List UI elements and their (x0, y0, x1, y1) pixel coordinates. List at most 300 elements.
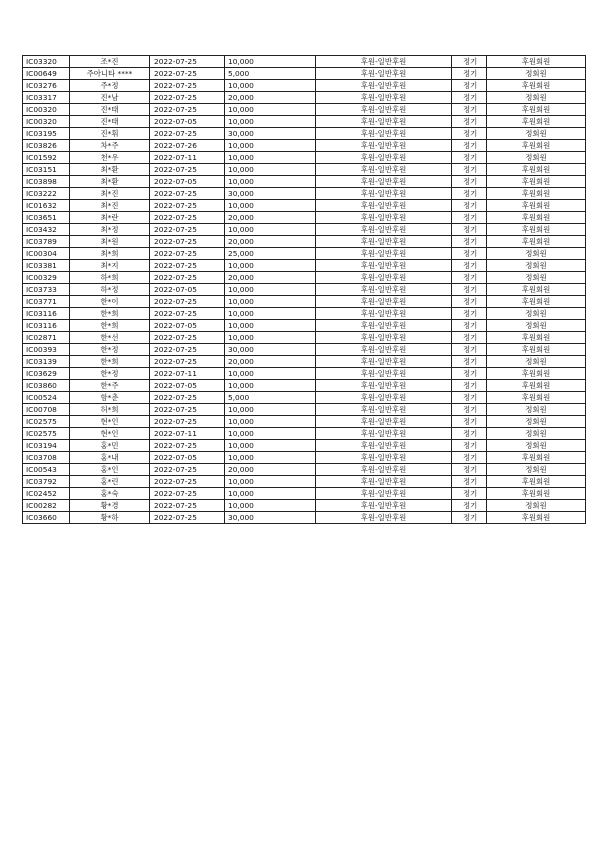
amount-cell: 10,000 (225, 308, 316, 320)
member-type-cell: 후원회원 (487, 212, 586, 224)
donation-date-cell: 2022-07-25 (150, 356, 225, 368)
member-id-cell: IC03381 (23, 260, 70, 272)
payment-cycle-cell: 정기 (452, 116, 487, 128)
table-row (23, 212, 586, 224)
donor-name-cell: 주*정 (70, 80, 150, 92)
member-id-cell: IC03222 (23, 188, 70, 200)
donation-type-cell: 후원-일반후원 (316, 416, 452, 428)
member-type-cell: 정회원 (487, 260, 586, 272)
member-id-cell: IC00524 (23, 392, 70, 404)
donation-date-cell: 2022-07-05 (150, 380, 225, 392)
donation-date-cell: 2022-07-25 (150, 500, 225, 512)
member-type-cell: 정회원 (487, 272, 586, 284)
donor-name-cell: 최*환 (70, 164, 150, 176)
donor-name-cell: 최*환 (70, 176, 150, 188)
donation-type-cell: 후원-일반후원 (316, 200, 452, 212)
donor-name-cell: 최*원 (70, 236, 150, 248)
donation-type-cell: 후원-일반후원 (316, 164, 452, 176)
member-type-cell: 후원회원 (487, 284, 586, 296)
amount-cell: 10,000 (225, 428, 316, 440)
donor-name-cell: 하*희 (70, 272, 150, 284)
donation-type-cell: 후원-일반후원 (316, 260, 452, 272)
donation-date-cell: 2022-07-25 (150, 164, 225, 176)
amount-cell: 10,000 (225, 284, 316, 296)
member-id-cell: IC01592 (23, 152, 70, 164)
member-id-cell: IC03139 (23, 356, 70, 368)
member-id-cell: IC03708 (23, 452, 70, 464)
amount-cell: 30,000 (225, 128, 316, 140)
member-type-cell: 정회원 (487, 356, 586, 368)
member-type-cell: 후원회원 (487, 344, 586, 356)
table-row (23, 260, 586, 272)
member-id-cell: IC03116 (23, 320, 70, 332)
member-type-cell: 후원회원 (487, 80, 586, 92)
member-id-cell: IC03733 (23, 284, 70, 296)
payment-cycle-cell: 정기 (452, 272, 487, 284)
donation-type-cell: 후원-일반후원 (316, 92, 452, 104)
table-row (23, 512, 586, 524)
table-row (23, 68, 586, 80)
member-type-cell: 후원회원 (487, 296, 586, 308)
table-row (23, 356, 586, 368)
donation-date-cell: 2022-07-25 (150, 488, 225, 500)
payment-cycle-cell: 정기 (452, 164, 487, 176)
table-row (23, 392, 586, 404)
member-id-cell: IC00708 (23, 404, 70, 416)
member-type-cell: 정회원 (487, 428, 586, 440)
member-type-cell: 후원회원 (487, 188, 586, 200)
donation-type-cell: 후원-일반후원 (316, 476, 452, 488)
donation-table-body (23, 56, 586, 524)
payment-cycle-cell: 정기 (452, 308, 487, 320)
amount-cell: 10,000 (225, 224, 316, 236)
member-id-cell: IC00649 (23, 68, 70, 80)
donation-type-cell: 후원-일반후원 (316, 368, 452, 380)
donor-name-cell: 진*태 (70, 104, 150, 116)
donation-type-cell: 후원-일반후원 (316, 428, 452, 440)
amount-cell: 10,000 (225, 320, 316, 332)
payment-cycle-cell: 정기 (452, 200, 487, 212)
donation-type-cell: 후원-일반후원 (316, 404, 452, 416)
member-id-cell: IC03651 (23, 212, 70, 224)
donation-type-cell: 후원-일반후원 (316, 440, 452, 452)
table-row (23, 272, 586, 284)
donor-name-cell: 진*휘 (70, 128, 150, 140)
donation-type-cell: 후원-일반후원 (316, 392, 452, 404)
member-id-cell: IC03826 (23, 140, 70, 152)
member-type-cell: 후원회원 (487, 236, 586, 248)
amount-cell: 10,000 (225, 152, 316, 164)
member-id-cell: IC03276 (23, 80, 70, 92)
donor-name-cell: 한*정 (70, 344, 150, 356)
donation-date-cell: 2022-07-25 (150, 404, 225, 416)
member-type-cell: 후원회원 (487, 380, 586, 392)
payment-cycle-cell: 정기 (452, 56, 487, 68)
donation-date-cell: 2022-07-25 (150, 332, 225, 344)
donation-date-cell: 2022-07-25 (150, 212, 225, 224)
table-row (23, 452, 586, 464)
member-type-cell: 정회원 (487, 500, 586, 512)
table-row (23, 368, 586, 380)
member-id-cell: IC02452 (23, 488, 70, 500)
table-row (23, 404, 586, 416)
donation-date-cell: 2022-07-25 (150, 392, 225, 404)
amount-cell: 10,000 (225, 164, 316, 176)
member-type-cell: 후원회원 (487, 512, 586, 524)
payment-cycle-cell: 정기 (452, 140, 487, 152)
donation-date-cell: 2022-07-05 (150, 116, 225, 128)
donor-name-cell: 조*진 (70, 56, 150, 68)
member-type-cell: 후원회원 (487, 56, 586, 68)
member-type-cell: 후원회원 (487, 116, 586, 128)
member-type-cell: 후원회원 (487, 224, 586, 236)
donor-name-cell: 최*란 (70, 212, 150, 224)
member-type-cell: 정회원 (487, 440, 586, 452)
donation-type-cell: 후원-일반후원 (316, 152, 452, 164)
member-type-cell: 정회원 (487, 128, 586, 140)
member-type-cell: 후원회원 (487, 488, 586, 500)
table-row (23, 380, 586, 392)
amount-cell: 20,000 (225, 236, 316, 248)
donation-date-cell: 2022-07-25 (150, 92, 225, 104)
member-id-cell: IC00320 (23, 104, 70, 116)
table-row (23, 92, 586, 104)
payment-cycle-cell: 정기 (452, 356, 487, 368)
donation-date-cell: 2022-07-25 (150, 104, 225, 116)
member-type-cell: 정회원 (487, 320, 586, 332)
amount-cell: 10,000 (225, 176, 316, 188)
donation-date-cell: 2022-07-25 (150, 272, 225, 284)
amount-cell: 20,000 (225, 92, 316, 104)
table-row (23, 284, 586, 296)
table-row (23, 500, 586, 512)
donor-name-cell: 한*선 (70, 332, 150, 344)
donation-date-cell: 2022-07-25 (150, 248, 225, 260)
donation-date-cell: 2022-07-25 (150, 80, 225, 92)
member-type-cell: 후원회원 (487, 200, 586, 212)
donation-type-cell: 후원-일반후원 (316, 176, 452, 188)
table-row (23, 248, 586, 260)
donation-type-cell: 후원-일반후원 (316, 500, 452, 512)
amount-cell: 10,000 (225, 488, 316, 500)
payment-cycle-cell: 정기 (452, 488, 487, 500)
payment-cycle-cell: 정기 (452, 428, 487, 440)
donation-type-cell: 후원-일반후원 (316, 248, 452, 260)
donor-name-cell: 현*인 (70, 428, 150, 440)
donation-type-cell: 후원-일반후원 (316, 296, 452, 308)
donation-type-cell: 후원-일반후원 (316, 344, 452, 356)
table-row (23, 116, 586, 128)
member-id-cell: IC01632 (23, 200, 70, 212)
donation-date-cell: 2022-07-05 (150, 320, 225, 332)
amount-cell: 10,000 (225, 332, 316, 344)
donation-table (22, 55, 586, 524)
member-type-cell: 후원회원 (487, 392, 586, 404)
donation-table-sheet (22, 55, 586, 524)
payment-cycle-cell: 정기 (452, 236, 487, 248)
payment-cycle-cell: 정기 (452, 104, 487, 116)
amount-cell: 20,000 (225, 272, 316, 284)
donation-type-cell: 후원-일반후원 (316, 80, 452, 92)
table-row (23, 188, 586, 200)
payment-cycle-cell: 정기 (452, 368, 487, 380)
table-row (23, 80, 586, 92)
donation-type-cell: 후원-일반후원 (316, 308, 452, 320)
table-row (23, 164, 586, 176)
amount-cell: 20,000 (225, 464, 316, 476)
amount-cell: 10,000 (225, 368, 316, 380)
donation-date-cell: 2022-07-11 (150, 368, 225, 380)
table-row (23, 332, 586, 344)
donor-name-cell: 홍*숙 (70, 488, 150, 500)
payment-cycle-cell: 정기 (452, 320, 487, 332)
table-row (23, 440, 586, 452)
payment-cycle-cell: 정기 (452, 416, 487, 428)
payment-cycle-cell: 정기 (452, 176, 487, 188)
table-row (23, 236, 586, 248)
donor-name-cell: 황*경 (70, 500, 150, 512)
amount-cell: 10,000 (225, 116, 316, 128)
donor-name-cell: 진*남 (70, 92, 150, 104)
member-id-cell: IC00393 (23, 344, 70, 356)
donation-type-cell: 후원-일반후원 (316, 212, 452, 224)
donation-type-cell: 후원-일반후원 (316, 380, 452, 392)
payment-cycle-cell: 정기 (452, 500, 487, 512)
member-id-cell: IC02575 (23, 416, 70, 428)
payment-cycle-cell: 정기 (452, 152, 487, 164)
payment-cycle-cell: 정기 (452, 452, 487, 464)
donation-date-cell: 2022-07-11 (150, 152, 225, 164)
member-id-cell: IC00543 (23, 464, 70, 476)
member-type-cell: 후원회원 (487, 368, 586, 380)
donor-name-cell: 한*희 (70, 356, 150, 368)
table-row (23, 296, 586, 308)
member-type-cell: 후원회원 (487, 140, 586, 152)
donor-name-cell: 천*우 (70, 152, 150, 164)
amount-cell: 10,000 (225, 104, 316, 116)
member-id-cell: IC03317 (23, 92, 70, 104)
amount-cell: 10,000 (225, 200, 316, 212)
member-id-cell: IC03116 (23, 308, 70, 320)
payment-cycle-cell: 정기 (452, 404, 487, 416)
donation-type-cell: 후원-일반후원 (316, 236, 452, 248)
amount-cell: 10,000 (225, 452, 316, 464)
donor-name-cell: 진*태 (70, 116, 150, 128)
donation-type-cell: 후원-일반후원 (316, 104, 452, 116)
payment-cycle-cell: 정기 (452, 512, 487, 524)
donor-name-cell: 허*희 (70, 404, 150, 416)
table-row (23, 476, 586, 488)
donor-name-cell: 한*희 (70, 308, 150, 320)
member-type-cell: 후원회원 (487, 176, 586, 188)
table-row (23, 308, 586, 320)
donor-name-cell: 한*주 (70, 380, 150, 392)
donation-date-cell: 2022-07-25 (150, 512, 225, 524)
payment-cycle-cell: 정기 (452, 344, 487, 356)
donation-date-cell: 2022-07-25 (150, 440, 225, 452)
donation-type-cell: 후원-일반후원 (316, 488, 452, 500)
amount-cell: 30,000 (225, 188, 316, 200)
donation-date-cell: 2022-07-25 (150, 56, 225, 68)
member-type-cell: 정회원 (487, 152, 586, 164)
donor-name-cell: 황*하 (70, 512, 150, 524)
donation-date-cell: 2022-07-25 (150, 296, 225, 308)
donor-name-cell: 차*주 (70, 140, 150, 152)
donation-date-cell: 2022-07-05 (150, 176, 225, 188)
donation-type-cell: 후원-일반후원 (316, 224, 452, 236)
donation-date-cell: 2022-07-05 (150, 284, 225, 296)
member-type-cell: 후원회원 (487, 332, 586, 344)
payment-cycle-cell: 정기 (452, 476, 487, 488)
donation-type-cell: 후원-일반후원 (316, 68, 452, 80)
member-type-cell: 정회원 (487, 92, 586, 104)
donation-type-cell: 후원-일반후원 (316, 128, 452, 140)
donation-type-cell: 후원-일반후원 (316, 116, 452, 128)
payment-cycle-cell: 정기 (452, 128, 487, 140)
donor-name-cell: 홍*민 (70, 440, 150, 452)
table-row (23, 128, 586, 140)
donation-type-cell: 후원-일반후원 (316, 140, 452, 152)
payment-cycle-cell: 정기 (452, 224, 487, 236)
member-type-cell: 후원회원 (487, 476, 586, 488)
donation-type-cell: 후원-일반후원 (316, 56, 452, 68)
donation-type-cell: 후원-일반후원 (316, 512, 452, 524)
amount-cell: 10,000 (225, 500, 316, 512)
donor-name-cell: 하*정 (70, 284, 150, 296)
payment-cycle-cell: 정기 (452, 392, 487, 404)
member-type-cell: 정회원 (487, 248, 586, 260)
amount-cell: 10,000 (225, 380, 316, 392)
member-type-cell: 후원회원 (487, 164, 586, 176)
donor-name-cell: 주아니타 **** (70, 68, 150, 80)
table-row (23, 224, 586, 236)
table-row (23, 488, 586, 500)
amount-cell: 10,000 (225, 260, 316, 272)
member-id-cell: IC03432 (23, 224, 70, 236)
donor-name-cell: 최*지 (70, 260, 150, 272)
table-row (23, 464, 586, 476)
member-type-cell: 후원회원 (487, 452, 586, 464)
table-row (23, 320, 586, 332)
member-type-cell: 정회원 (487, 68, 586, 80)
member-id-cell: IC00320 (23, 116, 70, 128)
table-row (23, 176, 586, 188)
donor-name-cell: 최*희 (70, 248, 150, 260)
member-id-cell: IC03320 (23, 56, 70, 68)
donation-type-cell: 후원-일반후원 (316, 320, 452, 332)
table-row (23, 56, 586, 68)
amount-cell: 20,000 (225, 212, 316, 224)
donation-date-cell: 2022-07-26 (150, 140, 225, 152)
donation-date-cell: 2022-07-25 (150, 188, 225, 200)
member-type-cell: 정회원 (487, 308, 586, 320)
donation-type-cell: 후원-일반후원 (316, 284, 452, 296)
donor-name-cell: 홍*린 (70, 476, 150, 488)
donation-date-cell: 2022-07-25 (150, 476, 225, 488)
payment-cycle-cell: 정기 (452, 212, 487, 224)
table-row (23, 428, 586, 440)
amount-cell: 10,000 (225, 440, 316, 452)
table-row (23, 200, 586, 212)
amount-cell: 10,000 (225, 476, 316, 488)
member-id-cell: IC03151 (23, 164, 70, 176)
payment-cycle-cell: 정기 (452, 332, 487, 344)
donor-name-cell: 최*정 (70, 224, 150, 236)
payment-cycle-cell: 정기 (452, 188, 487, 200)
amount-cell: 10,000 (225, 140, 316, 152)
amount-cell: 25,000 (225, 248, 316, 260)
amount-cell: 5,000 (225, 392, 316, 404)
donation-type-cell: 후원-일반후원 (316, 356, 452, 368)
table-row (23, 104, 586, 116)
member-id-cell: IC00329 (23, 272, 70, 284)
payment-cycle-cell: 정기 (452, 260, 487, 272)
table-row (23, 152, 586, 164)
member-id-cell: IC03792 (23, 476, 70, 488)
amount-cell: 5,000 (225, 68, 316, 80)
amount-cell: 20,000 (225, 356, 316, 368)
donor-name-cell: 홍*인 (70, 464, 150, 476)
donation-type-cell: 후원-일반후원 (316, 188, 452, 200)
amount-cell: 10,000 (225, 416, 316, 428)
donation-date-cell: 2022-07-25 (150, 224, 225, 236)
amount-cell: 10,000 (225, 296, 316, 308)
donation-date-cell: 2022-07-25 (150, 68, 225, 80)
donor-name-cell: 한*이 (70, 296, 150, 308)
payment-cycle-cell: 정기 (452, 464, 487, 476)
member-id-cell: IC03789 (23, 236, 70, 248)
donation-date-cell: 2022-07-11 (150, 428, 225, 440)
member-id-cell: IC03898 (23, 176, 70, 188)
payment-cycle-cell: 정기 (452, 68, 487, 80)
donation-date-cell: 2022-07-25 (150, 416, 225, 428)
table-row (23, 140, 586, 152)
donation-type-cell: 후원-일반후원 (316, 452, 452, 464)
amount-cell: 30,000 (225, 344, 316, 356)
payment-cycle-cell: 정기 (452, 296, 487, 308)
amount-cell: 10,000 (225, 56, 316, 68)
member-type-cell: 정회원 (487, 464, 586, 476)
member-id-cell: IC02575 (23, 428, 70, 440)
donor-name-cell: 최*진 (70, 188, 150, 200)
member-id-cell: IC00304 (23, 248, 70, 260)
donation-date-cell: 2022-07-25 (150, 236, 225, 248)
table-row (23, 344, 586, 356)
amount-cell: 30,000 (225, 512, 316, 524)
donation-date-cell: 2022-07-05 (150, 452, 225, 464)
member-id-cell: IC03771 (23, 296, 70, 308)
donation-date-cell: 2022-07-25 (150, 308, 225, 320)
member-type-cell: 후원회원 (487, 104, 586, 116)
member-id-cell: IC03629 (23, 368, 70, 380)
donor-name-cell: 한*희 (70, 320, 150, 332)
table-row (23, 416, 586, 428)
payment-cycle-cell: 정기 (452, 248, 487, 260)
member-id-cell: IC03194 (23, 440, 70, 452)
member-type-cell: 정회원 (487, 404, 586, 416)
payment-cycle-cell: 정기 (452, 440, 487, 452)
member-id-cell: IC03195 (23, 128, 70, 140)
donation-type-cell: 후원-일반후원 (316, 464, 452, 476)
donation-date-cell: 2022-07-25 (150, 128, 225, 140)
donor-name-cell: 현*인 (70, 416, 150, 428)
donation-date-cell: 2022-07-25 (150, 464, 225, 476)
amount-cell: 10,000 (225, 404, 316, 416)
payment-cycle-cell: 정기 (452, 92, 487, 104)
donation-date-cell: 2022-07-25 (150, 200, 225, 212)
payment-cycle-cell: 정기 (452, 284, 487, 296)
donor-name-cell: 함*춘 (70, 392, 150, 404)
